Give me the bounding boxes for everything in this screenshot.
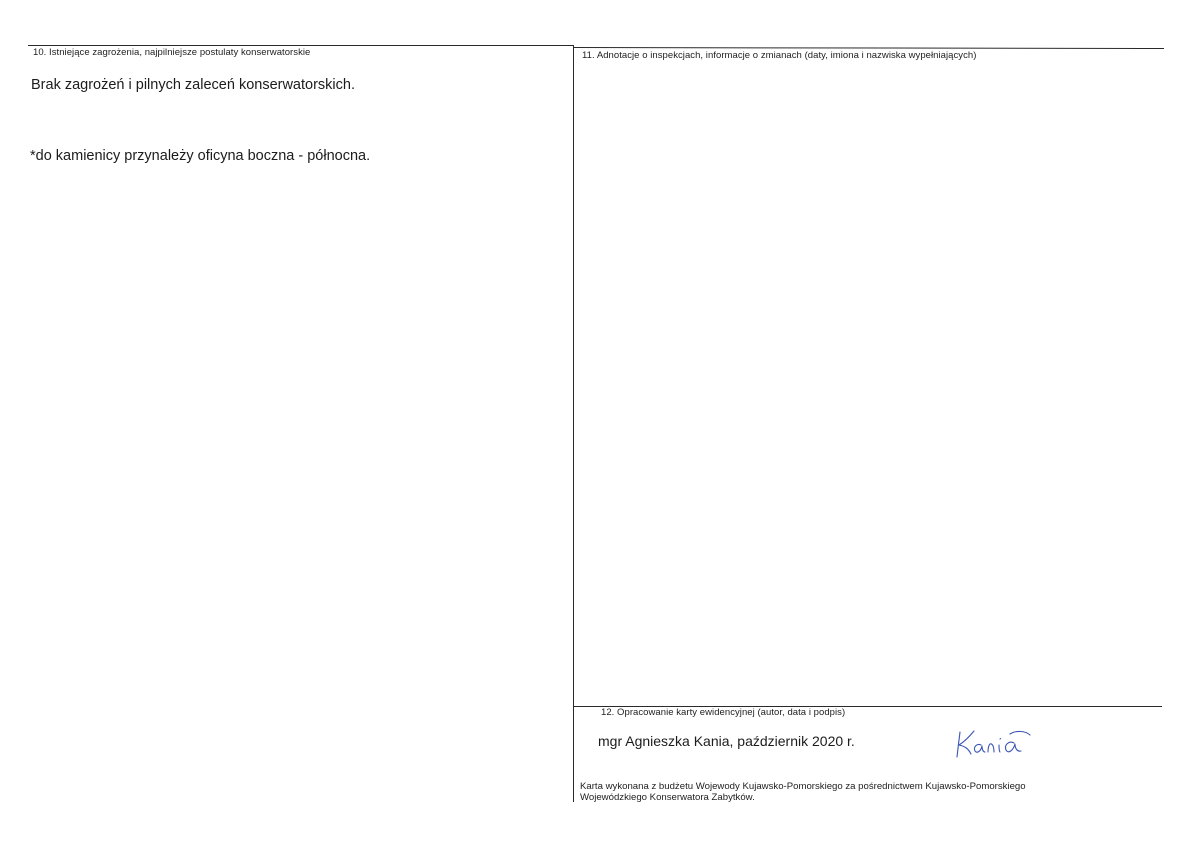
section-11-top-rule — [574, 47, 1164, 49]
section-11-label: 11. Adnotacje o inspekcjach, informacje o zmianach (daty, imiona i nazwiska wypełniających) — [582, 50, 977, 61]
funding-note — [580, 781, 1026, 803]
annex-note-text: *do kamienicy przynależy oficyna boczna - północna. — [30, 148, 371, 164]
section-10-top-rule — [28, 45, 574, 46]
funding-line-1: Karta wykonana z budżetu Wojewody Kujawsko-Pomorskiego za pośrednictwem Kujawsko-Pomorskiego — [580, 781, 1026, 792]
section-12-label: 12. Opracowanie karty ewidencyjnej (autor, data i podpis) — [601, 707, 846, 718]
signature-strokes — [957, 731, 1030, 757]
author-date-text: mgr Agnieszka Kania, październik 2020 r. — [598, 733, 855, 749]
section-10-label: 10. Istniejące zagrożenia, najpilniejsze postulaty konserwatorskie — [33, 47, 311, 58]
threats-text: Brak zagrożeń i pilnych zaleceń konserwatorskich. — [31, 77, 355, 93]
column-divider — [573, 45, 574, 802]
funding-line-2: Wojewódzkiego Konserwatora Zabytków. — [580, 792, 755, 803]
handwritten-signature — [952, 726, 1038, 762]
